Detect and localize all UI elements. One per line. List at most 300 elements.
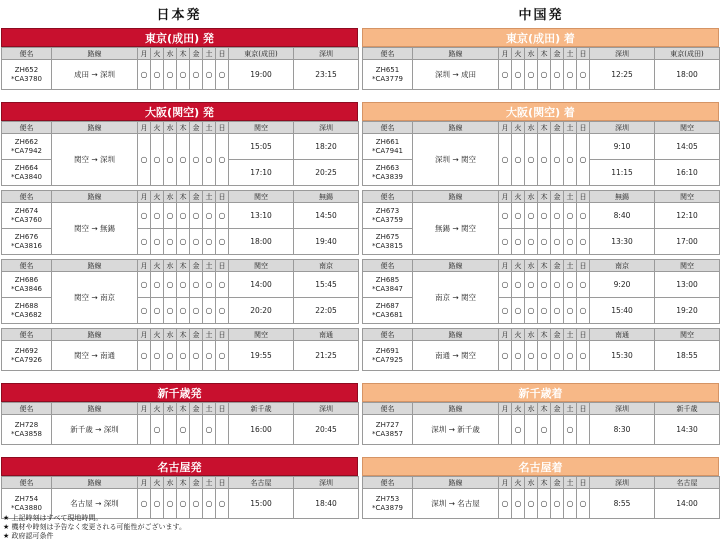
flight-number (2, 272, 52, 298)
header-row (2, 260, 359, 272)
day-header: 火 (151, 122, 164, 134)
day-mark: ○ (525, 489, 538, 519)
day-mark: ○ (512, 203, 525, 229)
day-header: 日 (216, 329, 229, 341)
day-header: 水 (164, 191, 177, 203)
time-header: 深圳 (294, 477, 359, 489)
day-mark: ○ (499, 489, 512, 519)
day-header: 月 (138, 191, 151, 203)
codeshare-code: *CA7942 (11, 146, 42, 155)
timetable (1, 47, 359, 90)
day-header: 木 (177, 191, 190, 203)
day-header: 月 (499, 191, 512, 203)
day-mark (525, 415, 538, 445)
note-item: ★ 政府認可条件 (3, 532, 54, 540)
section-header: 東京(成田) 発 (1, 28, 358, 47)
flight-code: ZH692 (14, 346, 39, 355)
table-row (363, 272, 720, 298)
day-mark: ○ (538, 415, 551, 445)
departure-time: 8:30 (590, 415, 655, 445)
route-label: 関空 → 南京 (52, 272, 138, 324)
departure-time: 19:55 (229, 341, 294, 371)
day-mark: ○ (551, 298, 564, 324)
day-header: 水 (164, 260, 177, 272)
timetable (362, 476, 720, 519)
flight-number (2, 203, 52, 229)
day-header: 水 (525, 191, 538, 203)
route-header: 路線 (413, 403, 499, 415)
day-header: 日 (216, 260, 229, 272)
day-mark: ○ (190, 489, 203, 519)
day-mark: ○ (499, 229, 512, 255)
day-mark: ○ (138, 341, 151, 371)
departure-time: 14:00 (229, 272, 294, 298)
flight-number (363, 298, 413, 324)
flight-header: 便名 (363, 477, 413, 489)
day-header: 金 (190, 48, 203, 60)
section-header: 大阪(関空) 発 (1, 102, 358, 121)
day-mark: ○ (525, 298, 538, 324)
notes (3, 514, 186, 541)
day-header: 金 (551, 191, 564, 203)
table-row (363, 134, 720, 160)
flight-number (2, 229, 52, 255)
route-label: 関空 → 南通 (52, 341, 138, 371)
timetable (1, 476, 359, 519)
arrival-time: 18:55 (655, 341, 720, 371)
day-mark: ○ (177, 229, 190, 255)
route-header: 路線 (52, 48, 138, 60)
day-mark: ○ (577, 134, 590, 186)
codeshare-code: *CA3846 (11, 284, 42, 293)
day-mark: ○ (151, 298, 164, 324)
day-mark: ○ (577, 203, 590, 229)
day-mark: ○ (564, 298, 577, 324)
day-header: 火 (151, 477, 164, 489)
day-header: 水 (525, 260, 538, 272)
section-header: 名古屋発 (1, 457, 358, 476)
time-header: 深圳 (294, 122, 359, 134)
day-header: 水 (525, 329, 538, 341)
day-mark: ○ (203, 489, 216, 519)
day-header: 土 (564, 48, 577, 60)
day-header: 土 (564, 260, 577, 272)
section-header: 東京(成田) 着 (362, 28, 719, 47)
flight-code: ZH728 (14, 420, 39, 429)
china-departure-column (362, 28, 719, 523)
day-header: 火 (512, 403, 525, 415)
day-header: 火 (512, 48, 525, 60)
day-header: 木 (538, 191, 551, 203)
day-mark: ○ (525, 134, 538, 186)
day-header: 月 (499, 329, 512, 341)
flight-number (363, 60, 413, 90)
time-header: 南京 (590, 260, 655, 272)
header-row (2, 329, 359, 341)
flight-header: 便名 (2, 191, 52, 203)
route-label: 名古屋 → 深圳 (52, 489, 138, 519)
note-item: ★ 上記時刻はすべて現地時間。 (3, 514, 103, 522)
section-spacer (362, 375, 719, 383)
day-header: 土 (203, 477, 216, 489)
day-header: 日 (577, 48, 590, 60)
flight-code: ZH685 (375, 275, 400, 284)
day-header: 金 (190, 191, 203, 203)
day-header: 火 (151, 48, 164, 60)
day-mark: ○ (525, 229, 538, 255)
time-header: 深圳 (590, 403, 655, 415)
section-header: 名古屋着 (362, 457, 719, 476)
day-header: 土 (203, 48, 216, 60)
departure-time: 15:05 (229, 134, 294, 160)
day-mark: ○ (216, 489, 229, 519)
day-mark: ○ (525, 203, 538, 229)
flight-code: ZH651 (375, 65, 400, 74)
table-row (363, 341, 720, 371)
time-header: 関空 (655, 122, 720, 134)
day-header: 月 (138, 48, 151, 60)
day-mark: ○ (577, 272, 590, 298)
day-mark: ○ (512, 60, 525, 90)
day-header: 木 (538, 403, 551, 415)
codeshare-code: *CA3847 (372, 284, 403, 293)
day-header: 木 (177, 122, 190, 134)
departure-time: 9:10 (590, 134, 655, 160)
day-header: 木 (177, 260, 190, 272)
table-row (363, 415, 720, 445)
flight-code: ZH675 (375, 232, 400, 241)
timetable (1, 190, 359, 255)
day-mark: ○ (499, 134, 512, 186)
day-mark: ○ (564, 341, 577, 371)
timetable (362, 190, 720, 255)
route-label: 深圳 → 関空 (413, 134, 499, 186)
day-mark: ○ (577, 489, 590, 519)
departure-time: 13:30 (590, 229, 655, 255)
route-header: 路線 (413, 260, 499, 272)
time-header: 新千歳 (229, 403, 294, 415)
day-mark (216, 415, 229, 445)
day-header: 土 (564, 477, 577, 489)
route-label: 南京 → 関空 (413, 272, 499, 324)
day-mark: ○ (216, 134, 229, 186)
flight-code: ZH673 (375, 206, 400, 215)
day-mark: ○ (551, 60, 564, 90)
time-header: 関空 (229, 260, 294, 272)
day-header: 火 (151, 403, 164, 415)
time-header: 深圳 (590, 122, 655, 134)
day-header: 月 (138, 403, 151, 415)
time-header: 関空 (229, 329, 294, 341)
day-header: 月 (138, 260, 151, 272)
section-spacer (1, 94, 358, 102)
day-mark: ○ (151, 134, 164, 186)
arrival-time: 17:00 (655, 229, 720, 255)
flight-header: 便名 (363, 191, 413, 203)
day-mark (164, 415, 177, 445)
day-mark: ○ (190, 134, 203, 186)
day-mark: ○ (138, 298, 151, 324)
departure-time: 13:10 (229, 203, 294, 229)
day-mark: ○ (151, 60, 164, 90)
day-mark: ○ (564, 415, 577, 445)
time-header: 南京 (294, 260, 359, 272)
day-mark (499, 415, 512, 445)
section-spacer (1, 449, 358, 457)
day-header: 金 (190, 260, 203, 272)
day-header: 火 (151, 329, 164, 341)
codeshare-code: *CA3815 (372, 241, 403, 250)
flight-code: ZH652 (14, 65, 39, 74)
day-mark: ○ (216, 229, 229, 255)
day-header: 金 (551, 477, 564, 489)
route-header: 路線 (52, 122, 138, 134)
timetable (362, 328, 720, 371)
day-mark (577, 415, 590, 445)
day-header: 木 (538, 260, 551, 272)
flight-code: ZH753 (375, 494, 400, 503)
day-mark: ○ (164, 229, 177, 255)
note-item: ★ 機材や時刻は予告なく変更される可能性がございます。 (3, 523, 186, 531)
codeshare-code: *CA3880 (11, 503, 42, 512)
day-mark: ○ (216, 298, 229, 324)
table-row (2, 341, 359, 371)
table-row (2, 272, 359, 298)
day-header: 水 (164, 403, 177, 415)
day-mark: ○ (551, 134, 564, 186)
codeshare-code: *CA3858 (11, 429, 42, 438)
arrival-time: 20:45 (294, 415, 359, 445)
day-mark: ○ (538, 489, 551, 519)
flight-number (363, 415, 413, 445)
day-mark: ○ (216, 272, 229, 298)
day-header: 月 (499, 48, 512, 60)
day-header: 木 (177, 477, 190, 489)
day-mark: ○ (499, 341, 512, 371)
codeshare-code: *CA3816 (11, 241, 42, 250)
timetable (1, 328, 359, 371)
table-row (363, 489, 720, 519)
day-mark: ○ (551, 341, 564, 371)
day-mark: ○ (538, 203, 551, 229)
codeshare-code: *CA3681 (372, 310, 403, 319)
flight-number (363, 134, 413, 160)
arrival-time: 21:25 (294, 341, 359, 371)
arrival-time: 13:00 (655, 272, 720, 298)
route-label: 関空 → 無錫 (52, 203, 138, 255)
timetable (362, 259, 720, 324)
day-mark: ○ (538, 298, 551, 324)
timetable (1, 402, 359, 445)
header-row (2, 403, 359, 415)
table-row (2, 60, 359, 90)
time-header: 名古屋 (655, 477, 720, 489)
day-mark: ○ (138, 203, 151, 229)
flight-code: ZH664 (14, 163, 39, 172)
codeshare-code: *CA3759 (372, 215, 403, 224)
flight-code: ZH691 (375, 346, 400, 355)
time-header: 関空 (655, 260, 720, 272)
arrival-time: 19:40 (294, 229, 359, 255)
japan-departure-column (1, 28, 358, 523)
departure-time: 8:55 (590, 489, 655, 519)
header-row (363, 48, 720, 60)
day-mark: ○ (538, 134, 551, 186)
day-header: 日 (216, 403, 229, 415)
day-mark: ○ (577, 298, 590, 324)
departure-time: 19:00 (229, 60, 294, 90)
route-label: 無錫 → 関空 (413, 203, 499, 255)
route-header: 路線 (413, 329, 499, 341)
time-header: 無錫 (590, 191, 655, 203)
day-mark: ○ (577, 229, 590, 255)
day-header: 金 (551, 329, 564, 341)
day-mark (190, 415, 203, 445)
day-header: 水 (525, 122, 538, 134)
day-mark: ○ (138, 489, 151, 519)
day-mark: ○ (190, 298, 203, 324)
flight-header: 便名 (363, 403, 413, 415)
departure-time: 18:00 (229, 229, 294, 255)
day-mark: ○ (151, 229, 164, 255)
flight-code: ZH663 (375, 163, 400, 172)
departure-time: 15:40 (590, 298, 655, 324)
departure-time: 17:10 (229, 160, 294, 186)
route-header: 路線 (52, 329, 138, 341)
day-header: 木 (538, 48, 551, 60)
day-mark: ○ (512, 489, 525, 519)
day-mark: ○ (551, 272, 564, 298)
day-mark: ○ (190, 341, 203, 371)
flight-code: ZH687 (375, 301, 400, 310)
time-header: 東京(成田) (655, 48, 720, 60)
day-mark: ○ (512, 341, 525, 371)
day-mark: ○ (538, 341, 551, 371)
time-header: 関空 (655, 329, 720, 341)
day-header: 水 (525, 48, 538, 60)
day-header: 日 (577, 122, 590, 134)
flight-header: 便名 (2, 48, 52, 60)
day-mark: ○ (177, 298, 190, 324)
day-mark: ○ (512, 272, 525, 298)
route-header: 路線 (413, 122, 499, 134)
day-mark: ○ (190, 203, 203, 229)
flight-code: ZH676 (14, 232, 39, 241)
day-mark: ○ (177, 134, 190, 186)
flight-header: 便名 (2, 329, 52, 341)
flight-code: ZH727 (375, 420, 400, 429)
day-mark: ○ (138, 60, 151, 90)
codeshare-code: *CA3839 (372, 172, 403, 181)
day-header: 土 (203, 329, 216, 341)
time-header: 関空 (229, 191, 294, 203)
codeshare-code: *CA7941 (372, 146, 403, 155)
day-mark: ○ (499, 203, 512, 229)
day-header: 土 (203, 403, 216, 415)
day-mark: ○ (164, 60, 177, 90)
arrival-time: 12:10 (655, 203, 720, 229)
header-row (363, 329, 720, 341)
day-header: 水 (525, 403, 538, 415)
route-label: 深圳 → 名古屋 (413, 489, 499, 519)
day-header: 日 (216, 122, 229, 134)
day-mark: ○ (138, 134, 151, 186)
time-header: 名古屋 (229, 477, 294, 489)
day-mark (551, 415, 564, 445)
codeshare-code: *CA7925 (372, 355, 403, 364)
day-mark: ○ (164, 272, 177, 298)
day-header: 土 (564, 329, 577, 341)
time-header: 新千歳 (655, 403, 720, 415)
day-header: 月 (499, 403, 512, 415)
day-header: 金 (551, 403, 564, 415)
flight-code: ZH662 (14, 137, 39, 146)
day-header: 日 (216, 48, 229, 60)
day-header: 火 (512, 122, 525, 134)
flight-code: ZH661 (375, 137, 400, 146)
day-mark: ○ (564, 489, 577, 519)
route-header: 路線 (52, 403, 138, 415)
day-header: 月 (138, 477, 151, 489)
codeshare-code: *CA3840 (11, 172, 42, 181)
day-mark: ○ (538, 60, 551, 90)
day-header: 日 (216, 477, 229, 489)
day-header: 木 (177, 329, 190, 341)
flight-code: ZH686 (14, 275, 39, 284)
day-header: 火 (151, 260, 164, 272)
flight-number (2, 341, 52, 371)
route-header: 路線 (413, 48, 499, 60)
table-row (2, 134, 359, 160)
day-header: 火 (512, 477, 525, 489)
day-mark: ○ (512, 229, 525, 255)
day-header: 金 (190, 403, 203, 415)
day-mark: ○ (499, 298, 512, 324)
day-header: 月 (138, 122, 151, 134)
flight-header: 便名 (363, 48, 413, 60)
china-departure-title: 中国発 (518, 8, 564, 23)
day-header: 金 (551, 260, 564, 272)
header-row (363, 403, 720, 415)
day-mark: ○ (164, 203, 177, 229)
flight-header: 便名 (363, 329, 413, 341)
day-mark: ○ (564, 203, 577, 229)
arrival-time: 19:20 (655, 298, 720, 324)
day-header: 木 (538, 122, 551, 134)
day-header: 日 (577, 329, 590, 341)
day-mark: ○ (577, 60, 590, 90)
departure-time: 20:20 (229, 298, 294, 324)
flight-number (363, 229, 413, 255)
day-mark: ○ (151, 341, 164, 371)
time-header: 深圳 (590, 477, 655, 489)
day-header: 日 (577, 403, 590, 415)
departure-time: 11:15 (590, 160, 655, 186)
time-header: 南通 (294, 329, 359, 341)
day-mark: ○ (177, 203, 190, 229)
time-header: 関空 (229, 122, 294, 134)
route-label: 南通 → 関空 (413, 341, 499, 371)
arrival-time: 23:15 (294, 60, 359, 90)
day-mark: ○ (564, 60, 577, 90)
timetable (362, 47, 720, 90)
day-mark: ○ (151, 272, 164, 298)
day-mark: ○ (138, 272, 151, 298)
day-mark (138, 415, 151, 445)
day-header: 火 (512, 191, 525, 203)
departure-time: 9:20 (590, 272, 655, 298)
day-header: 土 (564, 403, 577, 415)
